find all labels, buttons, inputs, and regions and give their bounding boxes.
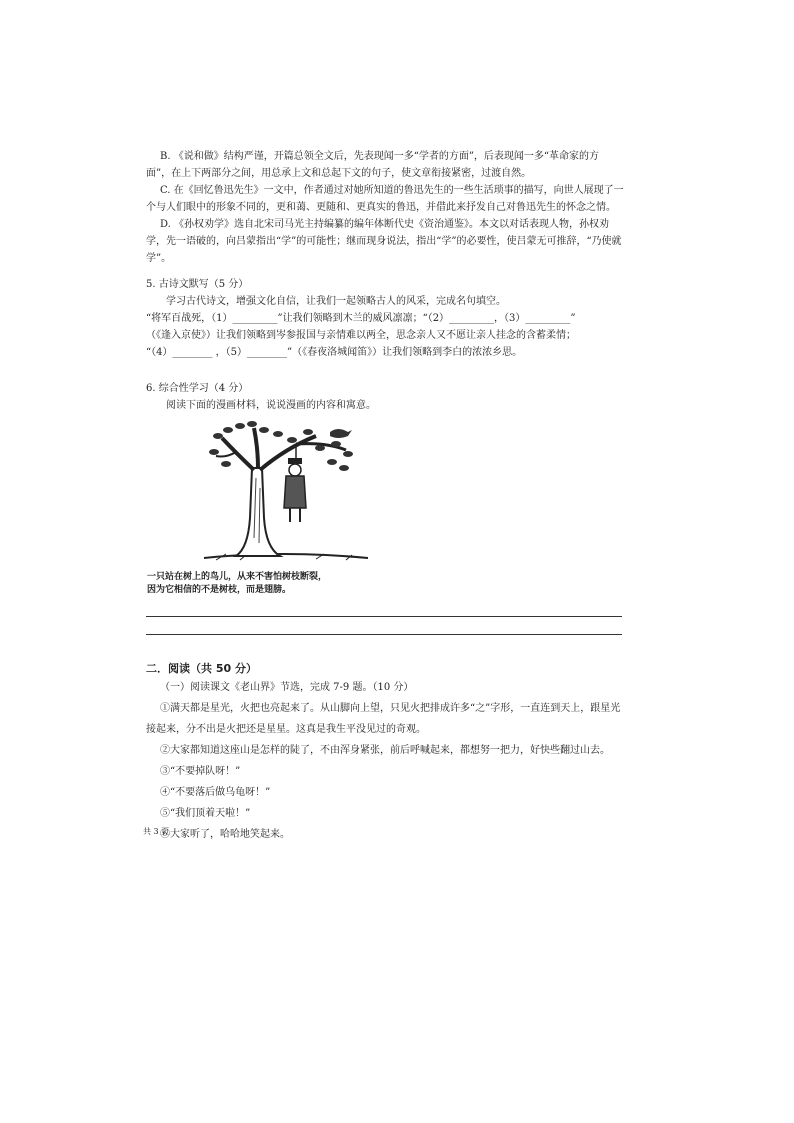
q5-line1: “将军百战死，（1）_________”让我们领略到木兰的威风凛凛；“（2）_________，（3）_________” [146, 313, 576, 324]
q5-line2: （《逢入京使》）让我们领略到岑参报国与亲情难以两全，思念亲人又不愿让亲人挂念的含蓄柔情； [146, 330, 576, 341]
page-footer: 共 3 页 [143, 827, 170, 836]
option-d: D. 《孙权劝学》选自北宋司马光主持编纂的编年体断代史《资治通鉴》。本文以对话表现人物，孙权劝学，先一语破的，向吕蒙指出“学”的可能性；继而现身说法，指出“学”的必要性，使吕蒙无可推辞，“乃使就学”。 [146, 219, 622, 264]
answer-line-2 [146, 634, 622, 635]
question-6 [146, 380, 624, 414]
section2-subtitle: （一）阅读课文《老山界》节选，完成 7-9 题。（10 分） [160, 682, 414, 693]
cartoon-caption [147, 571, 407, 597]
reading-paragraph-2: ②大家都知道这座山是怎样的陡了，不由浑身紧张，前后呼喊起来，都想努一把力，好快些翻过山去。 [160, 745, 610, 756]
question-5 [146, 276, 624, 361]
tree-cartoon-illustration [196, 418, 370, 566]
reading-paragraph-6: ⑥大家听了，哈哈地笑起来。 [160, 829, 290, 840]
answer-line-1 [146, 616, 622, 617]
caption-line-2: 因为它相信的不是树枝，而是翅膀。 [147, 585, 292, 595]
q6-title: 6. 综合性学习（4 分） [146, 383, 249, 394]
section2-title: 二．阅读（共 50 分） [146, 662, 257, 675]
q5-line3: “（4）________ ，（5）________”（《春夜洛城闻笛》）让我们领略到李白的浓浓乡思。 [146, 347, 523, 358]
caption-line-1: 一只站在树上的鸟儿，从来不害怕树枝断裂， [147, 572, 328, 582]
reading-paragraph-4: ④“不要落后做乌龟呀！” [160, 787, 271, 798]
option-b: B. 《说和做》结构严谨，开篇总领全文后，先表现闻一多“学者的方面”，后表现闻一多“革命家的方面”，在上下两部分之间，用总承上文和总起下文的句子，使文章衔接紧密，过渡自然。 [146, 151, 600, 179]
q5-intro: 学习古代诗文，增强文化自信，让我们一起领略古人的风采，完成名句填空。 [166, 296, 506, 307]
question-4-options [146, 148, 624, 267]
reading-paragraph-3: ③“不要掉队呀！” [160, 766, 241, 777]
reading-paragraph-1: ①满天都是星光，火把也亮起来了。从山脚向上望，只见火把排成许多“之”字形，一直连到天上，跟星光接起来，分不出是火把还是星星。这真是我生平没见过的奇观。 [146, 703, 621, 735]
option-c: C. 在《回忆鲁迅先生》一文中，作者通过对她所知道的鲁迅先生的一些生活琐事的描写，向世人展现了一个与人们眼中的形象不同的，更和蔼、更随和、更真实的鲁迅，并借此来抒发自己对鲁迅先生的怀念之情。 [146, 185, 624, 213]
q5-title: 5. 古诗文默写（5 分） [146, 279, 249, 290]
q6-intro: 阅读下面的漫画材料，说说漫画的内容和寓意。 [166, 400, 376, 411]
reading-paragraph-5: ⑤“我们顶着天啦！” [160, 808, 251, 819]
reading-section [146, 660, 624, 845]
